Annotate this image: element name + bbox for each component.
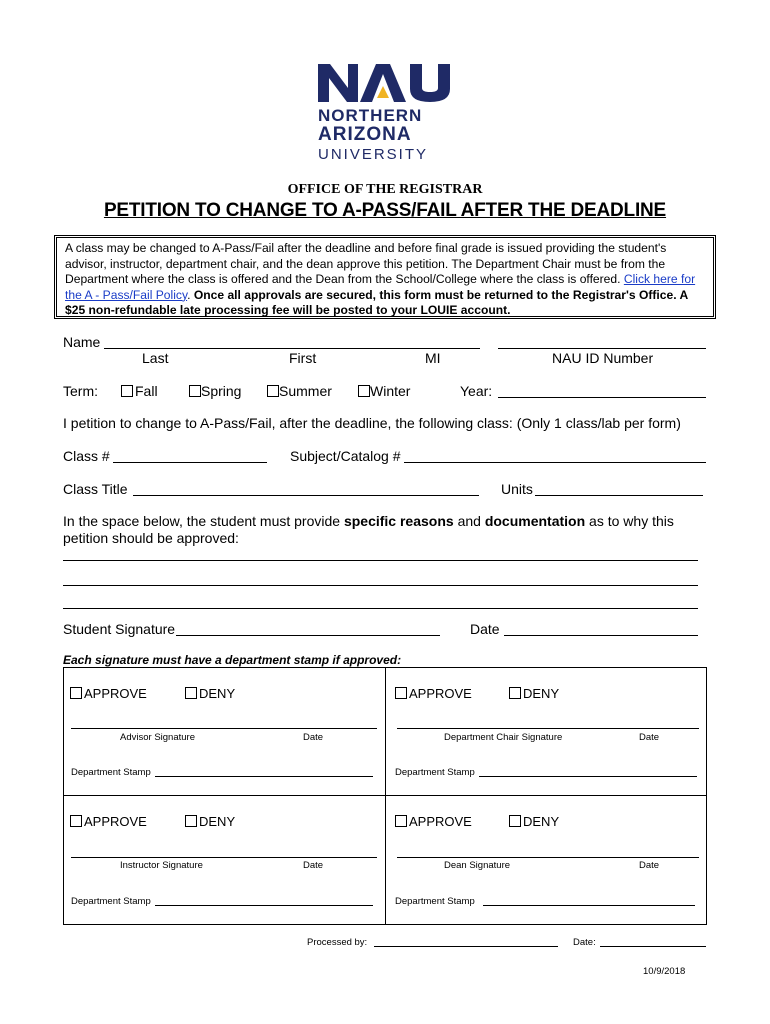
nau-logo-mark (318, 64, 452, 102)
student-signature-label: Student Signature (63, 621, 176, 637)
class-title-field[interactable] (133, 495, 479, 496)
summer-checkbox[interactable] (267, 385, 279, 397)
instructor-approve[interactable] (70, 814, 147, 829)
term-spring[interactable] (189, 383, 241, 399)
dean-signature-field[interactable] (397, 857, 699, 858)
dean-deny-label: DENY (523, 814, 560, 829)
units-field[interactable] (535, 495, 703, 496)
instructor-signature-caption: Instructor Signature (120, 860, 203, 871)
units-label: Units (501, 481, 533, 497)
subject-catalog-label: Subject/Catalog # (290, 448, 401, 464)
chair-approve-label: APPROVE (409, 686, 472, 701)
instructor-stamp-label: Department Stamp (71, 896, 151, 907)
student-signature-field[interactable] (176, 635, 440, 636)
instructor-signature-field[interactable] (71, 857, 377, 858)
dean-stamp-field[interactable] (483, 905, 695, 906)
dean-approve-checkbox[interactable] (395, 815, 407, 827)
logo-northern: NORTHERN (318, 106, 423, 125)
instructor-approve-label: APPROVE (84, 814, 147, 829)
term-label: Term: (63, 383, 98, 399)
instructor-approve-checkbox[interactable] (70, 815, 82, 827)
summer-label: Summer (279, 383, 332, 399)
first-name-caption: First (289, 350, 317, 366)
chair-signature-field[interactable] (397, 728, 699, 729)
reasons-text-3: as to why this petition should be approved: (63, 513, 674, 546)
class-number-field[interactable] (113, 462, 267, 463)
reasons-text-1: In the space below, the student must provide (63, 513, 344, 529)
term-fall[interactable] (121, 383, 158, 399)
fall-checkbox[interactable] (121, 385, 133, 397)
logo-university: UNIVERSITY (318, 146, 429, 163)
advisor-deny[interactable] (185, 686, 235, 701)
approval-grid-hdivider (63, 795, 707, 796)
advisor-signature-caption: Advisor Signature (120, 732, 195, 743)
year-field[interactable] (498, 397, 706, 398)
processed-date-label: Date: (573, 937, 596, 948)
chair-stamp-label: Department Stamp (395, 767, 475, 778)
instructor-deny-checkbox[interactable] (185, 815, 197, 827)
chair-signature-caption: Department Chair Signature (444, 732, 563, 743)
reasons-line-2[interactable] (63, 585, 698, 586)
reasons-bold-1: specific reasons (343, 513, 454, 529)
reasons-bold-2: documentation (484, 513, 586, 529)
instructor-stamp-field[interactable] (155, 905, 373, 906)
reasons-line-1[interactable] (63, 560, 698, 561)
class-title-label: Class Title (63, 481, 128, 497)
term-summer[interactable] (267, 383, 332, 399)
chair-approve-checkbox[interactable] (395, 687, 407, 699)
office-heading: OFFICE OF THE REGISTRAR (287, 182, 483, 197)
advisor-approve[interactable] (70, 686, 147, 701)
policy-link[interactable]: Click here for the A - Pass/Fail Policy (65, 272, 696, 302)
instructions-separator: . (187, 287, 194, 302)
instructions-text: A class may be changed to A-Pass/Fail after the deadline and before final grade is issued providing the student's advisor, instructor, department chair, and the dean approve this petition. The Department Chair must be from the Department where the class is offered and the Dean from the School/College where the class is offered. (65, 241, 667, 287)
advisor-deny-checkbox[interactable] (185, 687, 197, 699)
advisor-stamp-field[interactable] (155, 776, 373, 777)
advisor-approve-label: APPROVE (84, 686, 147, 701)
approval-grid-vdivider (385, 667, 386, 925)
logo-arizona: ARIZONA (318, 124, 412, 145)
dean-deny[interactable] (509, 814, 559, 829)
instructor-deny-label: DENY (199, 814, 236, 829)
petition-statement: I petition to change to A-Pass/Fail, after the deadline, the following class: (Only 1 class/lab per form) (63, 415, 681, 431)
chair-deny-label: DENY (523, 686, 560, 701)
spring-label: Spring (201, 383, 242, 399)
nau-id-field[interactable] (498, 348, 706, 349)
chair-deny-checkbox[interactable] (509, 687, 521, 699)
chair-deny[interactable] (509, 686, 559, 701)
year-label: Year: (460, 383, 493, 399)
name-label: Name (63, 334, 101, 350)
student-date-label: Date (470, 621, 500, 637)
instructor-deny[interactable] (185, 814, 235, 829)
instructor-date-caption: Date (303, 860, 324, 871)
processed-date-field[interactable] (600, 946, 706, 947)
nau-id-caption: NAU ID Number (552, 350, 654, 366)
spring-checkbox[interactable] (189, 385, 201, 397)
advisor-signature-field[interactable] (71, 728, 377, 729)
chair-date-caption: Date (639, 732, 660, 743)
advisor-deny-label: DENY (199, 686, 236, 701)
advisor-approve-checkbox[interactable] (70, 687, 82, 699)
processed-by-label: Processed by: (307, 937, 368, 948)
last-name-caption: Last (142, 350, 169, 366)
instructions-box (54, 235, 716, 319)
reasons-text-2: and (453, 513, 485, 529)
processed-by-field[interactable] (374, 946, 558, 947)
chair-stamp-field[interactable] (479, 776, 697, 777)
reasons-instructions (63, 513, 703, 547)
dean-approve-label: APPROVE (409, 814, 472, 829)
winter-checkbox[interactable] (358, 385, 370, 397)
term-winter[interactable] (358, 383, 410, 399)
nau-logo (318, 64, 452, 164)
name-field[interactable] (104, 348, 480, 349)
dean-signature-caption: Dean Signature (444, 860, 511, 871)
mi-caption: MI (425, 350, 441, 366)
instructions-bold-text: Once all approvals are secured, this form must be returned to the Registrar's Office. A $25 non-refundable late processing fee will be posted to your LOUIE account. (65, 287, 688, 318)
dean-stamp-label: Department Stamp (395, 896, 475, 907)
student-date-field[interactable] (504, 635, 698, 636)
dean-date-caption: Date (639, 860, 660, 871)
reasons-line-3[interactable] (63, 608, 698, 609)
dean-deny-checkbox[interactable] (509, 815, 521, 827)
advisor-date-caption: Date (303, 732, 324, 743)
page-title: PETITION TO CHANGE TO A-PASS/FAIL AFTER THE DEADLINE (103, 200, 667, 221)
dean-approve[interactable] (395, 814, 472, 829)
stamp-note: Each signature must have a department stamp if approved: (63, 653, 402, 667)
form-version-date: 10/9/2018 (643, 966, 686, 977)
class-number-label: Class # (63, 448, 110, 464)
chair-approve[interactable] (395, 686, 472, 701)
fall-label: Fall (135, 383, 158, 399)
subject-catalog-field[interactable] (404, 462, 706, 463)
winter-label: Winter (370, 383, 411, 399)
advisor-stamp-label: Department Stamp (71, 767, 151, 778)
